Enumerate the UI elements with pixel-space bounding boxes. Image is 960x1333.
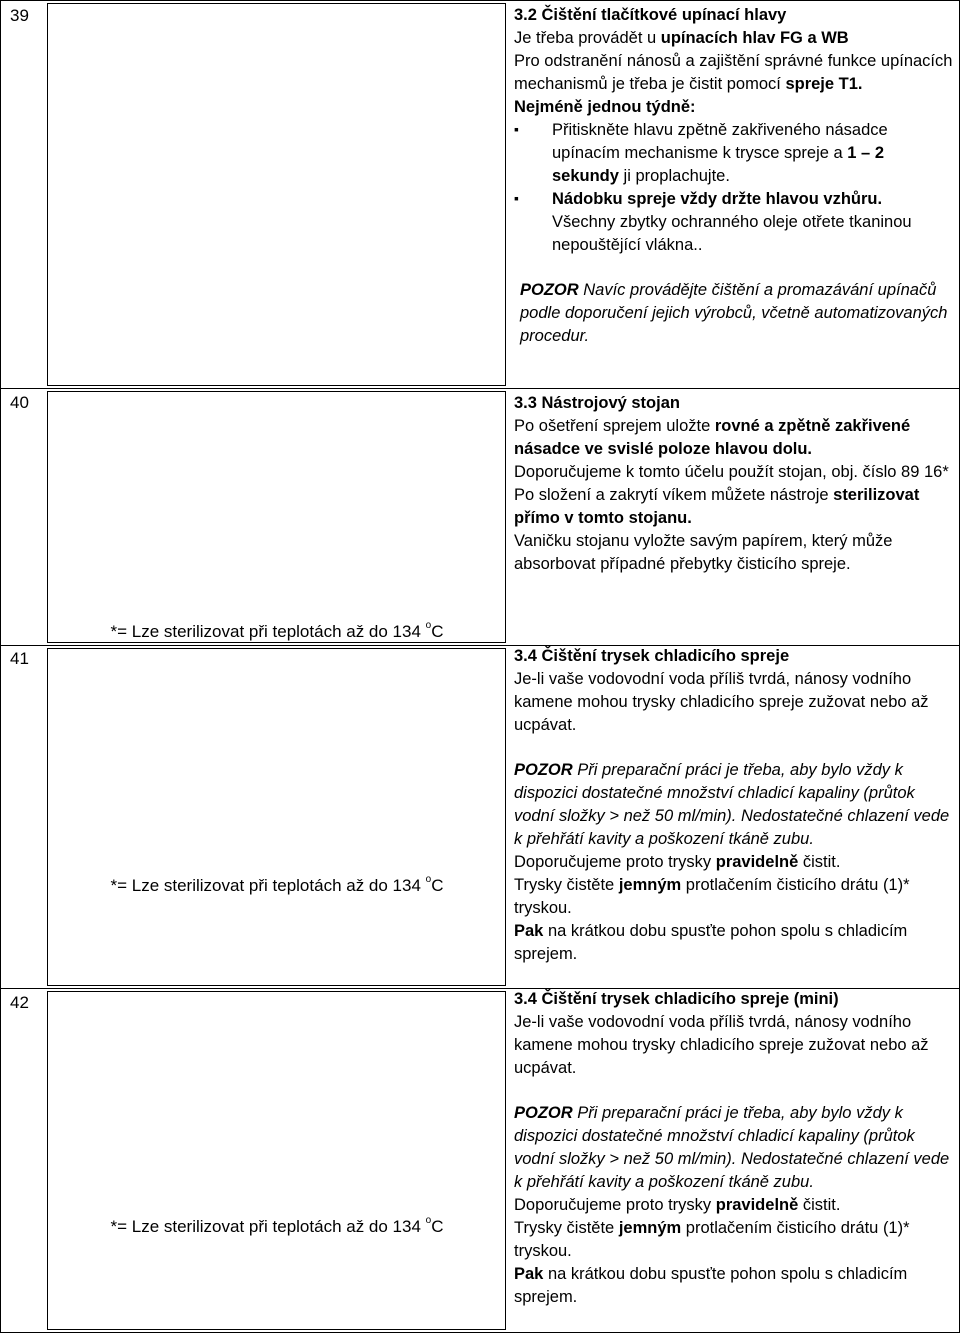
section-3-4 — [514, 645, 954, 966]
warning-paragraph: POZOR Navíc provádějte čištění a promazávání upínačů podle doporučení jejich výrobců, včetně automatizovaných procedur. — [520, 281, 948, 345]
image-frame-39 — [47, 3, 506, 386]
bullet-item: ▪ Nádobku spreje vždy držte hlavou vzhůru. — [514, 188, 954, 211]
paragraph: Po složení a zakrytí víkem můžete nástroje sterilizovat přímo v tomto stojanu. — [514, 486, 920, 527]
paragraph: Trysky čistěte jemným protlačením čisticího drátu (1)* tryskou. — [514, 876, 910, 917]
section-3-4-mini — [514, 988, 954, 1309]
section-heading: 3.3 Nástrojový stojan — [514, 394, 680, 412]
sterilization-note-41: *= Lze sterilizovat při teplotách až do 134 $^o$C — [110, 874, 444, 895]
row-number-39: 39 — [10, 6, 29, 25]
table-top-border — [0, 0, 960, 1]
paragraph: Pak na krátkou dobu spusťte pohon spolu s chladicím sprejem. — [514, 922, 908, 963]
row-number-42: 42 — [10, 993, 29, 1012]
paragraph: Všechny zbytky ochranného oleje otřete tkaninou nepouštějící vlákna.. — [552, 213, 912, 254]
paragraph: Trysky čistěte jemným protlačením čisticího drátu (1)* tryskou. — [514, 1219, 910, 1260]
paragraph: Je třeba provádět u upínacích hlav FG a WB — [514, 29, 849, 47]
paragraph: Je-li vaše vodovodní voda příliš tvrdá, nánosy vodního kamene mohou trysky chladicího spreje zužovat nebo až ucpávat. — [514, 1013, 929, 1077]
warning-paragraph: POZOR Při preparační práci je třeba, aby bylo vždy k dispozici dostatečné množství chladicí kapaliny (průtok vodní složky > než 50 ml/min). Nedostatečné chlazení vede k přehřátí kavity a poškození tkáně zubu. — [514, 1104, 950, 1191]
section-heading: 3.4 Čištění trysek chladicího spreje (mini) — [514, 990, 839, 1008]
section-3-2 — [514, 4, 954, 348]
paragraph: Vaničku stojanu vyložte savým papírem, který může absorbovat případné přebytky čisticího spreje. — [514, 532, 893, 573]
row-number-41: 41 — [10, 649, 29, 668]
paragraph: Doporučujeme proto trysky pravidelně čistit. — [514, 1196, 841, 1214]
row-number-40: 40 — [10, 393, 29, 412]
row-divider-40 — [0, 388, 960, 389]
image-frame-41 — [47, 648, 506, 986]
weekly-label: Nejméně jednou týdně: — [514, 98, 696, 116]
image-frame-40 — [47, 391, 506, 643]
paragraph: Po ošetření sprejem uložte rovné a zpětně zakřivené násadce ve svislé poloze hlavou dolu. — [514, 417, 911, 458]
table-left-border — [0, 0, 1, 1333]
paragraph: Pak na krátkou dobu spusťte pohon spolu s chladicím sprejem. — [514, 1265, 908, 1306]
sterilization-note-40: *= Lze sterilizovat při teplotách až do 134 $^o$C — [110, 620, 444, 641]
image-frame-42 — [47, 991, 506, 1330]
section-3-3 — [514, 392, 954, 576]
bullet-item: ▪ Přitiskněte hlavu zpětně zakřiveného násadce upínacím mechanisme k trysce spreje a 1 – 2 sekundy ji proplachujte. — [514, 119, 954, 188]
bullet-list — [514, 119, 954, 211]
warning-paragraph: POZOR Při preparační práci je třeba, aby bylo vždy k dispozici dostatečné množství chladicí kapaliny (průtok vodní složky > než 50 ml/min). Nedostatečné chlazení vede k přehřátí kavity a poškození tkáně zubu. — [514, 761, 950, 848]
paragraph: Je-li vaše vodovodní voda příliš tvrdá, nánosy vodního kamene mohou trysky chladicího spreje zužovat nebo až ucpávat. — [514, 670, 929, 734]
paragraph: Pro odstranění nánosů a zajištění správné funkce upínacích mechanismů je třeba je čistit pomocí spreje T1. — [514, 52, 953, 93]
paragraph: Doporučujeme proto trysky pravidelně čistit. — [514, 853, 841, 871]
section-heading: 3.4 Čištění trysek chladicího spreje — [514, 647, 790, 665]
section-heading: 3.2 Čištění tlačítkové upínací hlavy — [514, 6, 787, 24]
paragraph: Doporučujeme k tomto účelu použít stojan, obj. číslo 89 16* — [514, 463, 949, 481]
sterilization-note-42: *= Lze sterilizovat při teplotách až do 134 $^o$C — [110, 1215, 444, 1236]
